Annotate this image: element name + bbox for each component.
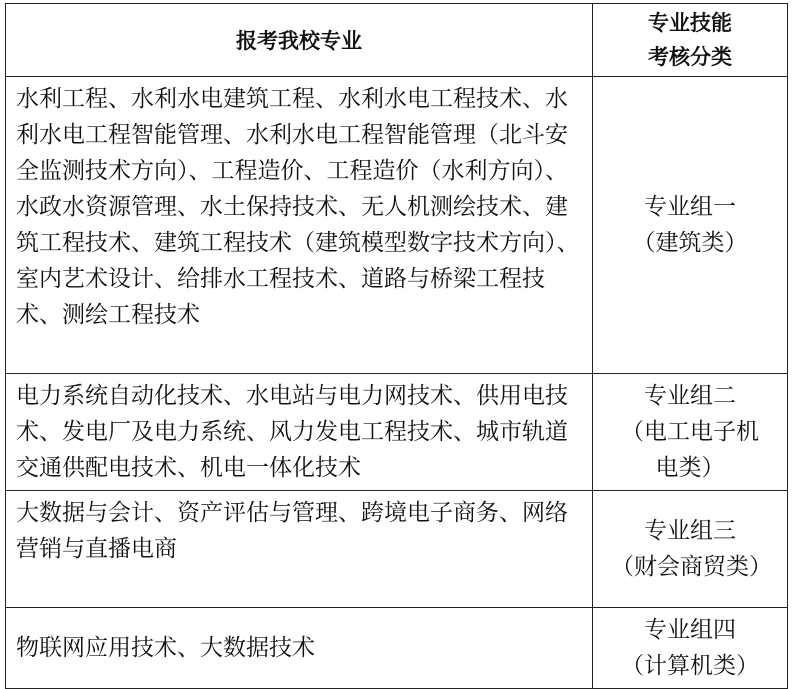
group-cell [593, 608, 788, 689]
majors-cell: 大数据与会计、资产评估与管理、跨境电子商务、网络营销与直播电商 [6, 491, 593, 608]
header-skill-group-line1: 专业技能 [648, 10, 732, 35]
group-cell [593, 491, 788, 608]
header-skill-group [593, 4, 788, 77]
header-row [6, 4, 788, 77]
group-category: （建筑类） [632, 230, 748, 256]
group-label: 专业组四 [644, 617, 736, 643]
table-row [6, 608, 788, 689]
group-label: 专业组三 [644, 518, 736, 544]
majors-table [5, 3, 788, 689]
majors-cell: 物联网应用技术、大数据技术 [6, 608, 593, 689]
table-row [6, 374, 788, 491]
majors-cell: 电力系统自动化技术、水电站与电力网技术、供用电技术、发电厂及电力系统、风力发电工程技术、城市轨道交通供配电技术、机电一体化技术 [6, 374, 593, 491]
table-row [6, 77, 788, 374]
group-cell [593, 374, 788, 491]
group-label: 专业组二 [644, 383, 736, 409]
group-category: （计算机类） [621, 653, 759, 679]
group-cell [593, 77, 788, 374]
group-category: （财会商贸类） [611, 554, 772, 580]
group-label: 专业组一 [644, 194, 736, 220]
group-category: （电工电子机电类） [621, 419, 759, 481]
table-row [6, 491, 788, 608]
header-skill-group-line2: 考核分类 [648, 44, 732, 69]
header-majors: 报考我校专业 [6, 4, 593, 77]
majors-cell: 水利工程、水利水电建筑工程、水利水电工程技术、水利水电工程智能管理、水利水电工程智能管理（北斗安全监测技术方向）、工程造价、工程造价（水利方向）、水政水资源管理、水土保持技术、无人机测绘技术、建筑工程技术、建筑工程技术（建筑模型数字技术方向）、室内艺术设计、给排水工程技术、道路与桥梁工程技术、测绘工程技术 [6, 77, 593, 374]
